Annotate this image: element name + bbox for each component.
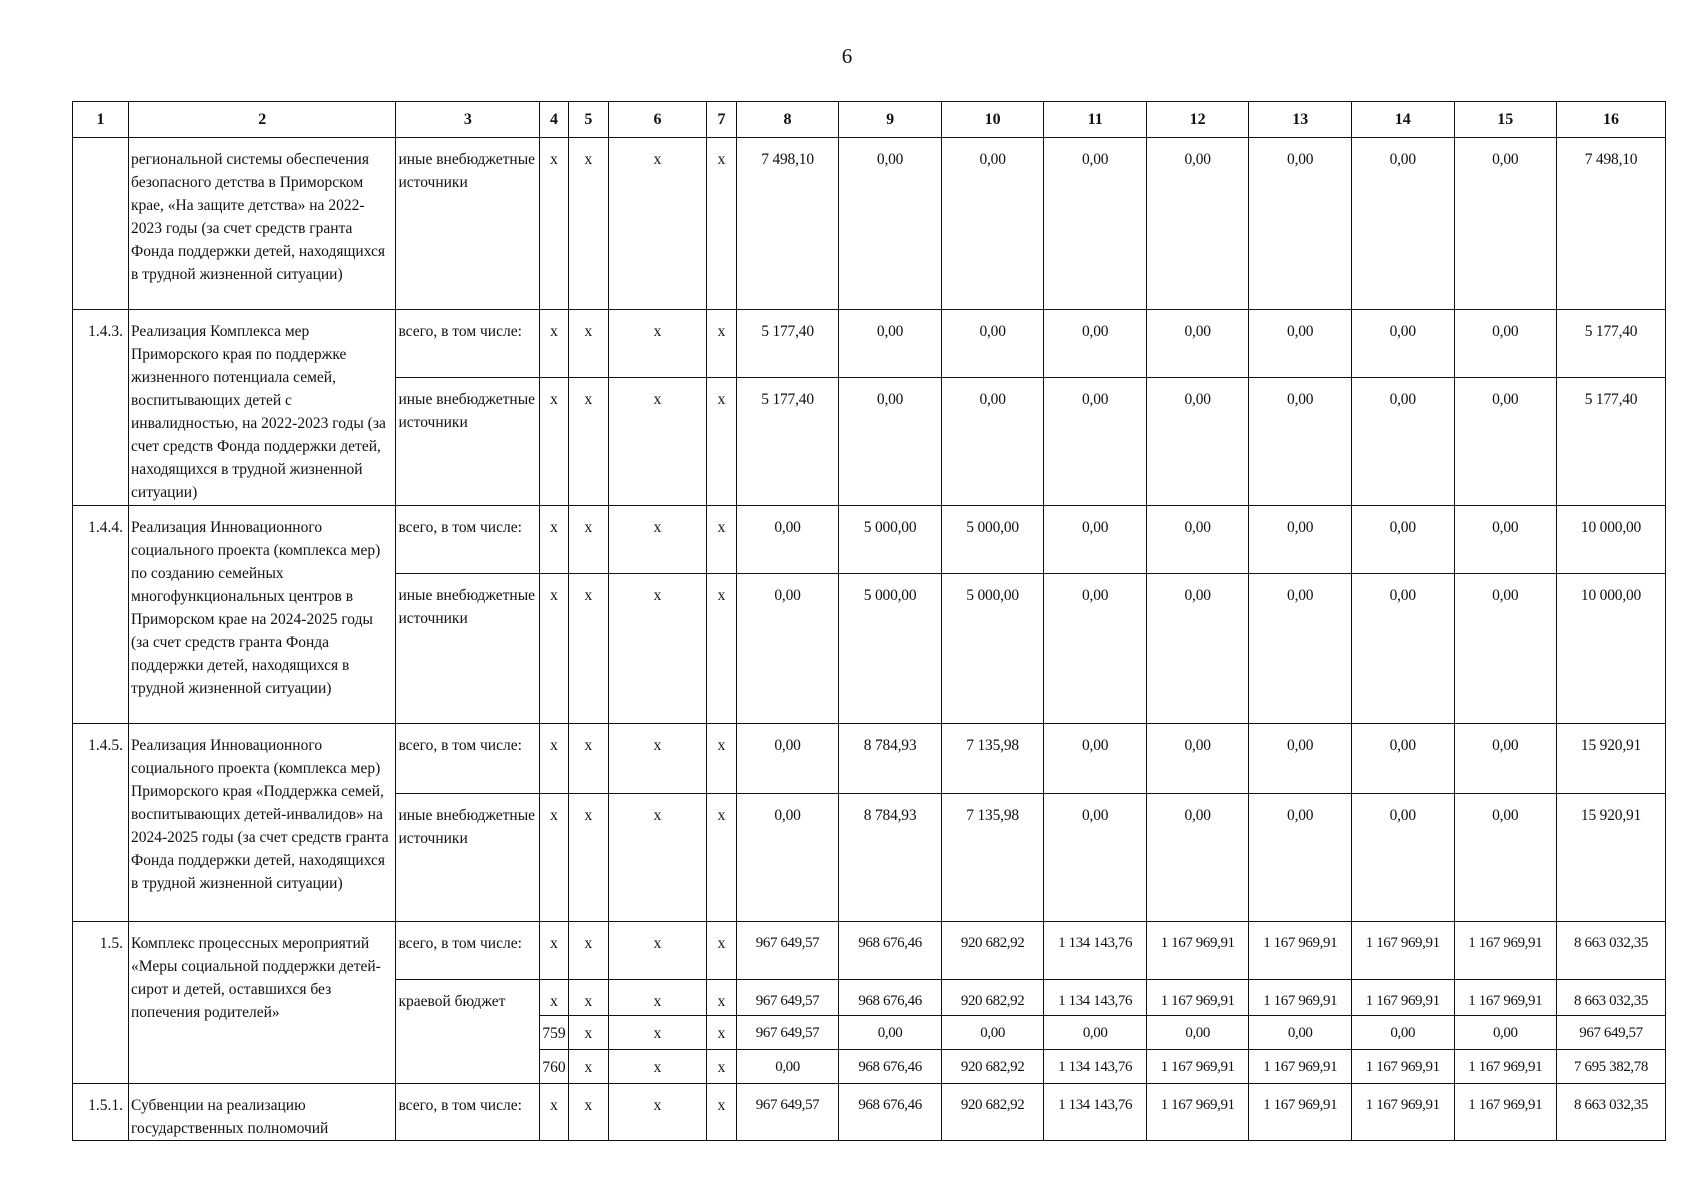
value-cell: 0,00: [1044, 574, 1147, 724]
value-cell: 967 649,57: [736, 980, 839, 1016]
cell: x: [540, 574, 569, 724]
cell: x: [608, 138, 706, 310]
value-cell: 1 167 969,91: [1454, 1084, 1557, 1141]
value-cell: 8 784,93: [839, 794, 942, 922]
funding-source: иные внебюджетные источники: [396, 574, 540, 724]
cell: x: [540, 138, 569, 310]
value-cell: 5 177,40: [1557, 310, 1666, 378]
header-row: [73, 102, 1666, 138]
value-cell: 0,00: [1044, 310, 1147, 378]
funding-source: всего, в том числе:: [396, 724, 540, 794]
cell: x: [568, 310, 608, 378]
funding-source: всего, в том числе:: [396, 922, 540, 980]
value-cell: 967 649,57: [1557, 1016, 1666, 1050]
cell: x: [540, 980, 569, 1016]
value-cell: 0,00: [736, 574, 839, 724]
cell: x: [568, 1050, 608, 1084]
value-cell: 0,00: [1044, 138, 1147, 310]
cell: x: [608, 1084, 706, 1141]
value-cell: 0,00: [736, 1050, 839, 1084]
value-cell: 0,00: [1044, 724, 1147, 794]
cell: x: [608, 724, 706, 794]
cell: x: [608, 794, 706, 922]
col-header: 10: [941, 102, 1044, 138]
value-cell: 0,00: [1351, 138, 1454, 310]
table-row: [73, 310, 1666, 378]
value-cell: 968 676,46: [839, 1050, 942, 1084]
value-cell: 0,00: [941, 1016, 1044, 1050]
value-cell: 0,00: [941, 138, 1044, 310]
value-cell: 5 177,40: [1557, 378, 1666, 506]
row-number: 1.5.: [73, 922, 129, 1084]
value-cell: 0,00: [1146, 310, 1249, 378]
value-cell: 0,00: [1044, 378, 1147, 506]
cell: x: [540, 724, 569, 794]
value-cell: 1 134 143,76: [1044, 980, 1147, 1016]
value-cell: 0,00: [839, 378, 942, 506]
funding-source: всего, в том числе:: [396, 506, 540, 574]
value-cell: 0,00: [1249, 378, 1352, 506]
value-cell: 1 167 969,91: [1351, 1050, 1454, 1084]
value-cell: 967 649,57: [736, 922, 839, 980]
cell: x: [707, 794, 737, 922]
cell: x: [707, 138, 737, 310]
col-header: 8: [736, 102, 839, 138]
value-cell: 7 135,98: [941, 724, 1044, 794]
value-cell: 0,00: [1249, 310, 1352, 378]
value-cell: 0,00: [1454, 794, 1557, 922]
value-cell: 8 663 032,35: [1557, 922, 1666, 980]
cell: x: [608, 310, 706, 378]
cell: x: [568, 724, 608, 794]
col-header: 6: [608, 102, 706, 138]
value-cell: 1 167 969,91: [1351, 922, 1454, 980]
col-header: 13: [1249, 102, 1352, 138]
value-cell: 0,00: [1351, 794, 1454, 922]
cell: x: [540, 922, 569, 980]
row-name: Реализация Комплекса мер Приморского края по поддержке жизненного потенциала семей, воспитывающих детей с инвалидностью, на 2022-2023 годы (за счет средств Фонда поддержки детей, находящихся в трудной жизненной ситуации): [129, 310, 396, 506]
value-cell: 1 167 969,91: [1249, 922, 1352, 980]
row-number: 1.5.1.: [73, 1084, 129, 1141]
value-cell: 1 167 969,91: [1146, 1050, 1249, 1084]
value-cell: 1 134 143,76: [1044, 1050, 1147, 1084]
cell: 759: [540, 1016, 569, 1050]
value-cell: 15 920,91: [1557, 794, 1666, 922]
value-cell: 0,00: [1044, 1016, 1147, 1050]
budget-table: [72, 101, 1666, 1141]
value-cell: 7 498,10: [1557, 138, 1666, 310]
cell: x: [568, 1016, 608, 1050]
value-cell: 0,00: [1454, 310, 1557, 378]
value-cell: 5 000,00: [941, 506, 1044, 574]
value-cell: 0,00: [1351, 724, 1454, 794]
col-header: 14: [1351, 102, 1454, 138]
cell: x: [707, 1084, 737, 1141]
col-header: 4: [540, 102, 569, 138]
value-cell: 5 000,00: [839, 574, 942, 724]
value-cell: 0,00: [1249, 506, 1352, 574]
value-cell: 920 682,92: [941, 922, 1044, 980]
value-cell: 968 676,46: [839, 980, 942, 1016]
cell: x: [540, 794, 569, 922]
cell: x: [568, 1084, 608, 1141]
cell: x: [707, 310, 737, 378]
row-name: Реализация Инновационного социального проекта (комплекса мер) по созданию семейных многофункциональных центров в Приморском крае на 2024-2025 годы (за счет средств гранта Фонда поддержки детей, находящихся в трудной жизненной ситуации): [129, 506, 396, 724]
value-cell: 0,00: [1249, 794, 1352, 922]
value-cell: 0,00: [1454, 138, 1557, 310]
value-cell: 0,00: [1249, 1016, 1352, 1050]
value-cell: 5 000,00: [839, 506, 942, 574]
value-cell: 0,00: [1249, 574, 1352, 724]
funding-source: всего, в том числе:: [396, 310, 540, 378]
value-cell: 0,00: [1146, 574, 1249, 724]
cell: x: [540, 310, 569, 378]
value-cell: 920 682,92: [941, 1050, 1044, 1084]
cell: x: [608, 922, 706, 980]
value-cell: 0,00: [736, 794, 839, 922]
value-cell: 1 167 969,91: [1146, 980, 1249, 1016]
value-cell: 7 695 382,78: [1557, 1050, 1666, 1084]
value-cell: 968 676,46: [839, 1084, 942, 1141]
value-cell: 0,00: [1454, 1016, 1557, 1050]
value-cell: 0,00: [1146, 378, 1249, 506]
cell: x: [707, 1050, 737, 1084]
cell: x: [568, 980, 608, 1016]
value-cell: 10 000,00: [1557, 506, 1666, 574]
table-row: [73, 724, 1666, 794]
cell: x: [707, 980, 737, 1016]
value-cell: 0,00: [1146, 506, 1249, 574]
value-cell: 1 167 969,91: [1146, 1084, 1249, 1141]
value-cell: 0,00: [1351, 1016, 1454, 1050]
cell: x: [707, 574, 737, 724]
value-cell: 1 167 969,91: [1249, 1084, 1352, 1141]
funding-source: иные внебюджетные источники: [396, 794, 540, 922]
value-cell: 8 784,93: [839, 724, 942, 794]
cell: x: [608, 506, 706, 574]
row-number: 1.4.5.: [73, 724, 129, 922]
table-row: [73, 506, 1666, 574]
value-cell: 1 167 969,91: [1351, 980, 1454, 1016]
value-cell: 0,00: [1454, 506, 1557, 574]
cell: x: [540, 506, 569, 574]
row-name: Комплекс процессных мероприятий «Меры социальной поддержки детей-сирот и детей, оставшихся без попечения родителей»: [129, 922, 396, 1084]
col-header: 12: [1146, 102, 1249, 138]
cell: x: [540, 1084, 569, 1141]
value-cell: 1 167 969,91: [1351, 1084, 1454, 1141]
value-cell: 0,00: [839, 310, 942, 378]
value-cell: 0,00: [1351, 506, 1454, 574]
value-cell: 0,00: [941, 310, 1044, 378]
cell: x: [568, 378, 608, 506]
value-cell: 0,00: [839, 1016, 942, 1050]
value-cell: 1 167 969,91: [1454, 980, 1557, 1016]
value-cell: 5 177,40: [736, 310, 839, 378]
value-cell: 967 649,57: [736, 1084, 839, 1141]
page-number: 6: [841, 44, 853, 68]
cell: 760: [540, 1050, 569, 1084]
row-name: Субвенции на реализацию государственных полномочий: [129, 1084, 396, 1141]
value-cell: 0,00: [1351, 574, 1454, 724]
value-cell: 920 682,92: [941, 980, 1044, 1016]
value-cell: 0,00: [1044, 794, 1147, 922]
col-header: 11: [1044, 102, 1147, 138]
value-cell: 920 682,92: [941, 1084, 1044, 1141]
cell: x: [608, 1050, 706, 1084]
value-cell: 1 167 969,91: [1146, 922, 1249, 980]
cell: x: [568, 506, 608, 574]
value-cell: 0,00: [1146, 138, 1249, 310]
cell: x: [568, 138, 608, 310]
value-cell: 0,00: [736, 724, 839, 794]
value-cell: 1 167 969,91: [1249, 980, 1352, 1016]
value-cell: 1 134 143,76: [1044, 922, 1147, 980]
value-cell: 0,00: [941, 378, 1044, 506]
value-cell: 0,00: [839, 138, 942, 310]
value-cell: 0,00: [1146, 794, 1249, 922]
value-cell: 1 134 143,76: [1044, 1084, 1147, 1141]
cell: x: [568, 574, 608, 724]
col-header: 5: [568, 102, 608, 138]
cell: x: [707, 378, 737, 506]
funding-source: всего, в том числе:: [396, 1084, 540, 1141]
cell: x: [568, 922, 608, 980]
value-cell: 5 000,00: [941, 574, 1044, 724]
cell: x: [707, 506, 737, 574]
col-header: 7: [707, 102, 737, 138]
row-name: региональной системы обеспечения безопасного детства в Приморском крае, «На защите детства» на 2022-2023 годы (за счет средств гранта Фонда поддержки детей, находящихся в трудной жизненной ситуации): [129, 138, 396, 310]
col-header: 3: [396, 102, 540, 138]
col-header: 2: [129, 102, 396, 138]
col-header: 9: [839, 102, 942, 138]
value-cell: 8 663 032,35: [1557, 980, 1666, 1016]
cell: x: [608, 980, 706, 1016]
value-cell: 0,00: [1249, 138, 1352, 310]
value-cell: 0,00: [1454, 574, 1557, 724]
cell: x: [540, 378, 569, 506]
value-cell: 1 167 969,91: [1454, 1050, 1557, 1084]
value-cell: 0,00: [736, 506, 839, 574]
value-cell: 15 920,91: [1557, 724, 1666, 794]
value-cell: 8 663 032,35: [1557, 1084, 1666, 1141]
cell: x: [608, 574, 706, 724]
value-cell: 7 135,98: [941, 794, 1044, 922]
cell: x: [707, 922, 737, 980]
col-header: 1: [73, 102, 129, 138]
cell: x: [707, 724, 737, 794]
funding-source: иные внебюджетные источники: [396, 138, 540, 310]
col-header: 15: [1454, 102, 1557, 138]
funding-source: краевой бюджет: [396, 980, 540, 1084]
col-header: 16: [1557, 102, 1666, 138]
value-cell: 0,00: [1351, 378, 1454, 506]
cell: x: [568, 794, 608, 922]
cell: x: [608, 378, 706, 506]
table-row: [73, 922, 1666, 980]
value-cell: 0,00: [1044, 506, 1147, 574]
value-cell: 0,00: [1249, 724, 1352, 794]
value-cell: 5 177,40: [736, 378, 839, 506]
cell: x: [707, 1016, 737, 1050]
value-cell: 0,00: [1146, 1016, 1249, 1050]
row-number: 1.4.4.: [73, 506, 129, 724]
value-cell: 1 167 969,91: [1249, 1050, 1352, 1084]
row-number: 1.4.3.: [73, 310, 129, 506]
cell: x: [608, 1016, 706, 1050]
value-cell: 967 649,57: [736, 1016, 839, 1050]
table-row: [73, 138, 1666, 310]
row-number: [73, 138, 129, 310]
value-cell: 0,00: [1454, 378, 1557, 506]
value-cell: 1 167 969,91: [1454, 922, 1557, 980]
table-row: [73, 1084, 1666, 1141]
value-cell: 968 676,46: [839, 922, 942, 980]
value-cell: 7 498,10: [736, 138, 839, 310]
value-cell: 0,00: [1454, 724, 1557, 794]
row-name: Реализация Инновационного социального проекта (комплекса мер) Приморского края «Поддержка семей, воспитывающих детей-инвалидов» на 2024-2025 годы (за счет средств гранта Фонда поддержки детей, находящихся в трудной жизненной ситуации): [129, 724, 396, 922]
funding-source: иные внебюджетные источники: [396, 378, 540, 506]
value-cell: 0,00: [1146, 724, 1249, 794]
value-cell: 10 000,00: [1557, 574, 1666, 724]
value-cell: 0,00: [1351, 310, 1454, 378]
